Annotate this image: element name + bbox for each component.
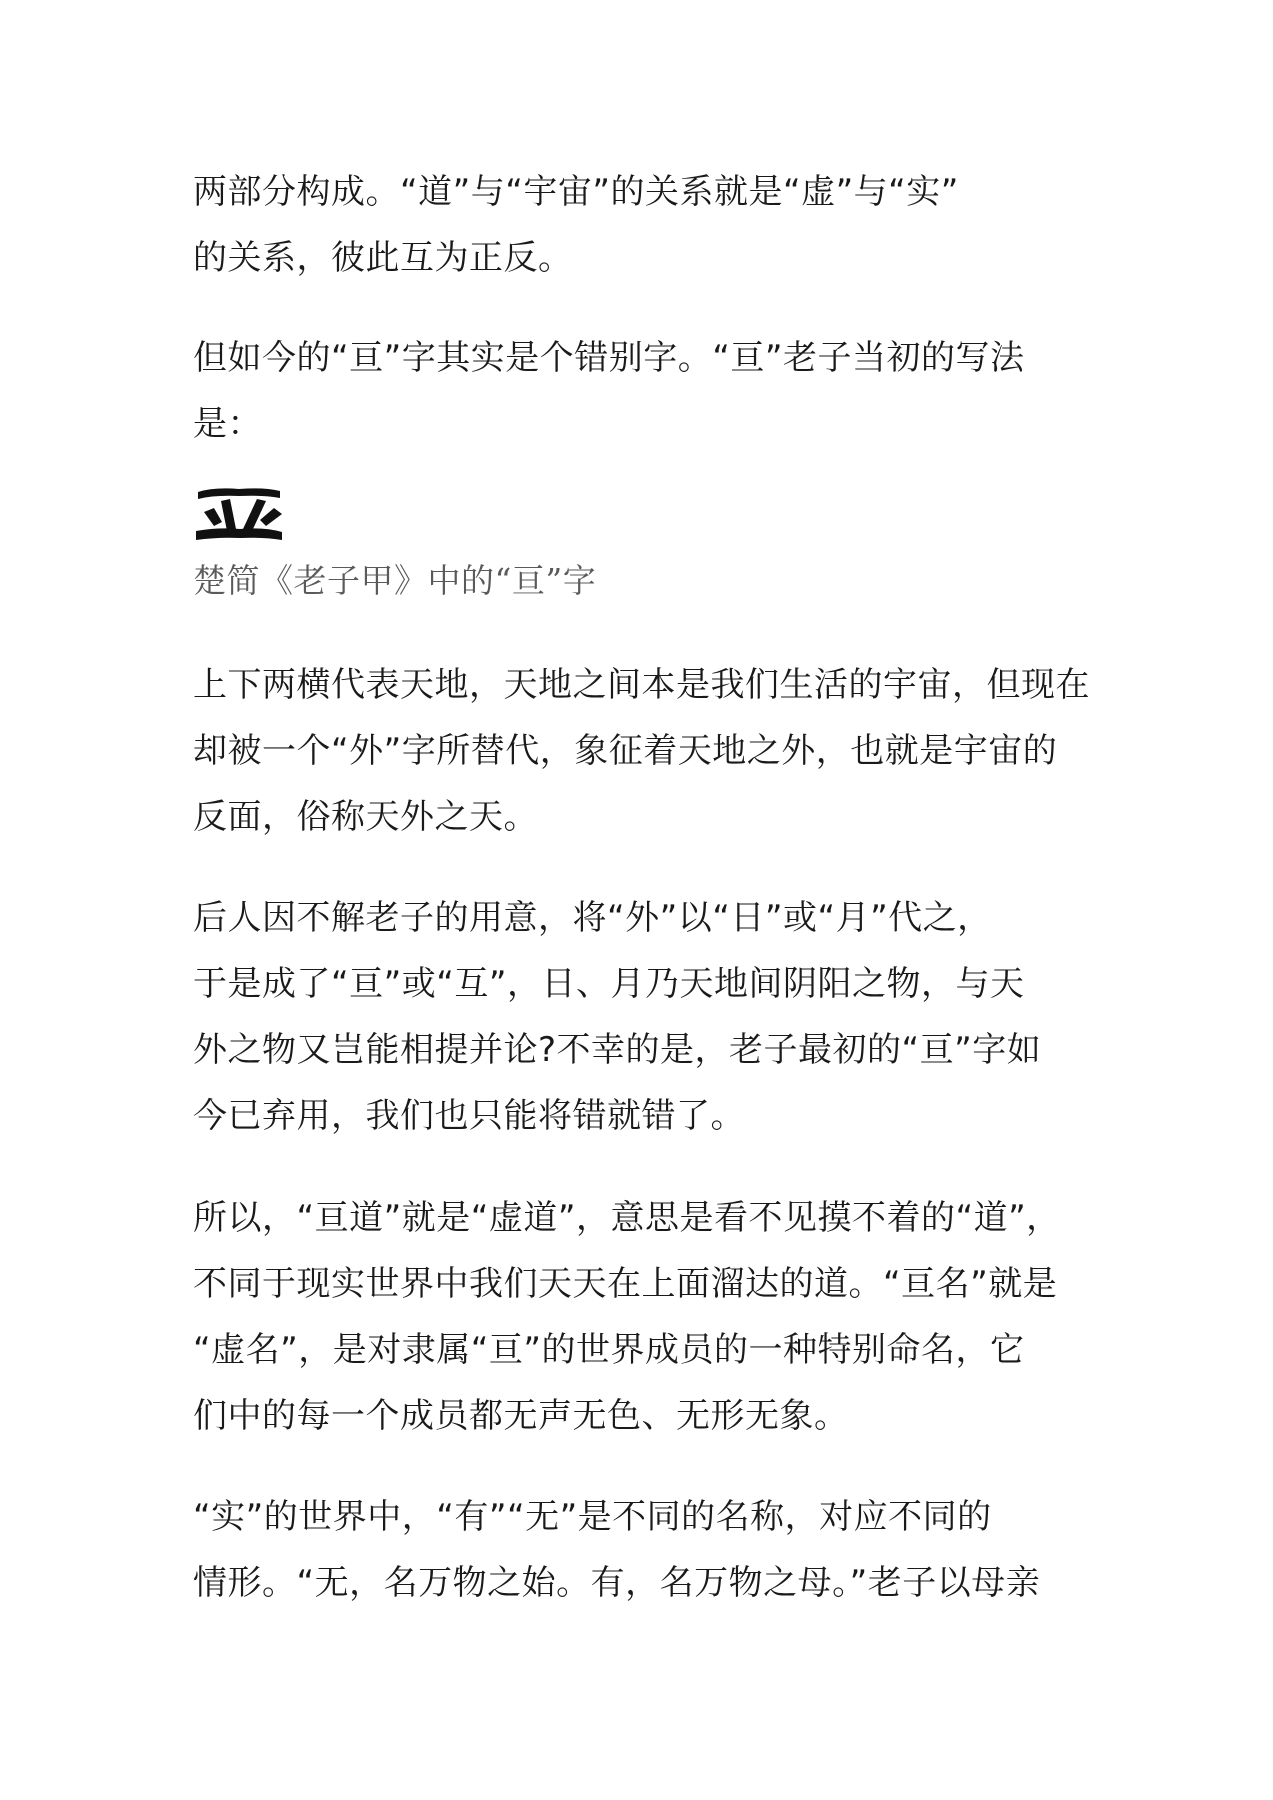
paragraph-1 [193, 159, 1088, 291]
paragraph-4 [193, 885, 1088, 1149]
text-line: 所以，“亘道”就是“虚道”，意思是看不见摸不着的“道”， [193, 1198, 1061, 1238]
text-line: 两部分构成。“道”与“宇宙”的关系就是“虚”与“实” [193, 172, 959, 212]
text-line: 们中的每一个成员都无声无色、无形无象。 [193, 1396, 849, 1436]
text-line: 上下两横代表天地，天地之间本是我们生活的宇宙，但现在 [193, 665, 1090, 705]
text-line: 反面，俗称天外之天。 [193, 797, 538, 837]
paragraph-5 [193, 1185, 1088, 1449]
figure-caption: 楚简《老子甲》中的“亘”字 [193, 561, 597, 600]
text-line: 后人因不解老子的用意，将“外”以“日”或“月”代之， [193, 898, 992, 938]
text-line: 情形。“无，名万物之始。有，名万物之母。”老子以母亲 [193, 1563, 1041, 1603]
paragraph-6 [193, 1484, 1088, 1616]
paragraph-2 [193, 325, 1088, 457]
text-line: 的关系，彼此互为正反。 [193, 238, 573, 278]
text-line: 是： [193, 404, 262, 444]
text-line: 今已弃用，我们也只能将错就错了。 [193, 1096, 745, 1136]
text-line: 不同于现实世界中我们天天在上面溜达的道。“亘名”就是 [193, 1264, 1058, 1304]
text-line: 于是成了“亘”或“互”，日、月乃天地间阴阳之物，与天 [193, 964, 1025, 1004]
paragraph-3 [193, 652, 1088, 850]
text-line: 却被一个“外”字所替代，象征着天地之外，也就是宇宙的 [193, 731, 1058, 771]
text-line: “虚名”，是对隶属“亘”的世界成员的一种特别命名，它 [193, 1330, 1025, 1370]
text-line: 外之物又岂能相提并论?不幸的是，老子最初的“亘”字如 [193, 1030, 1042, 1070]
text-line: 但如今的“亘”字其实是个错别字。“亘”老子当初的写法 [193, 338, 1025, 378]
text-line: “实”的世界中，“有”“无”是不同的名称，对应不同的 [193, 1497, 992, 1537]
chu-bamboo-heng-glyph [194, 486, 284, 544]
